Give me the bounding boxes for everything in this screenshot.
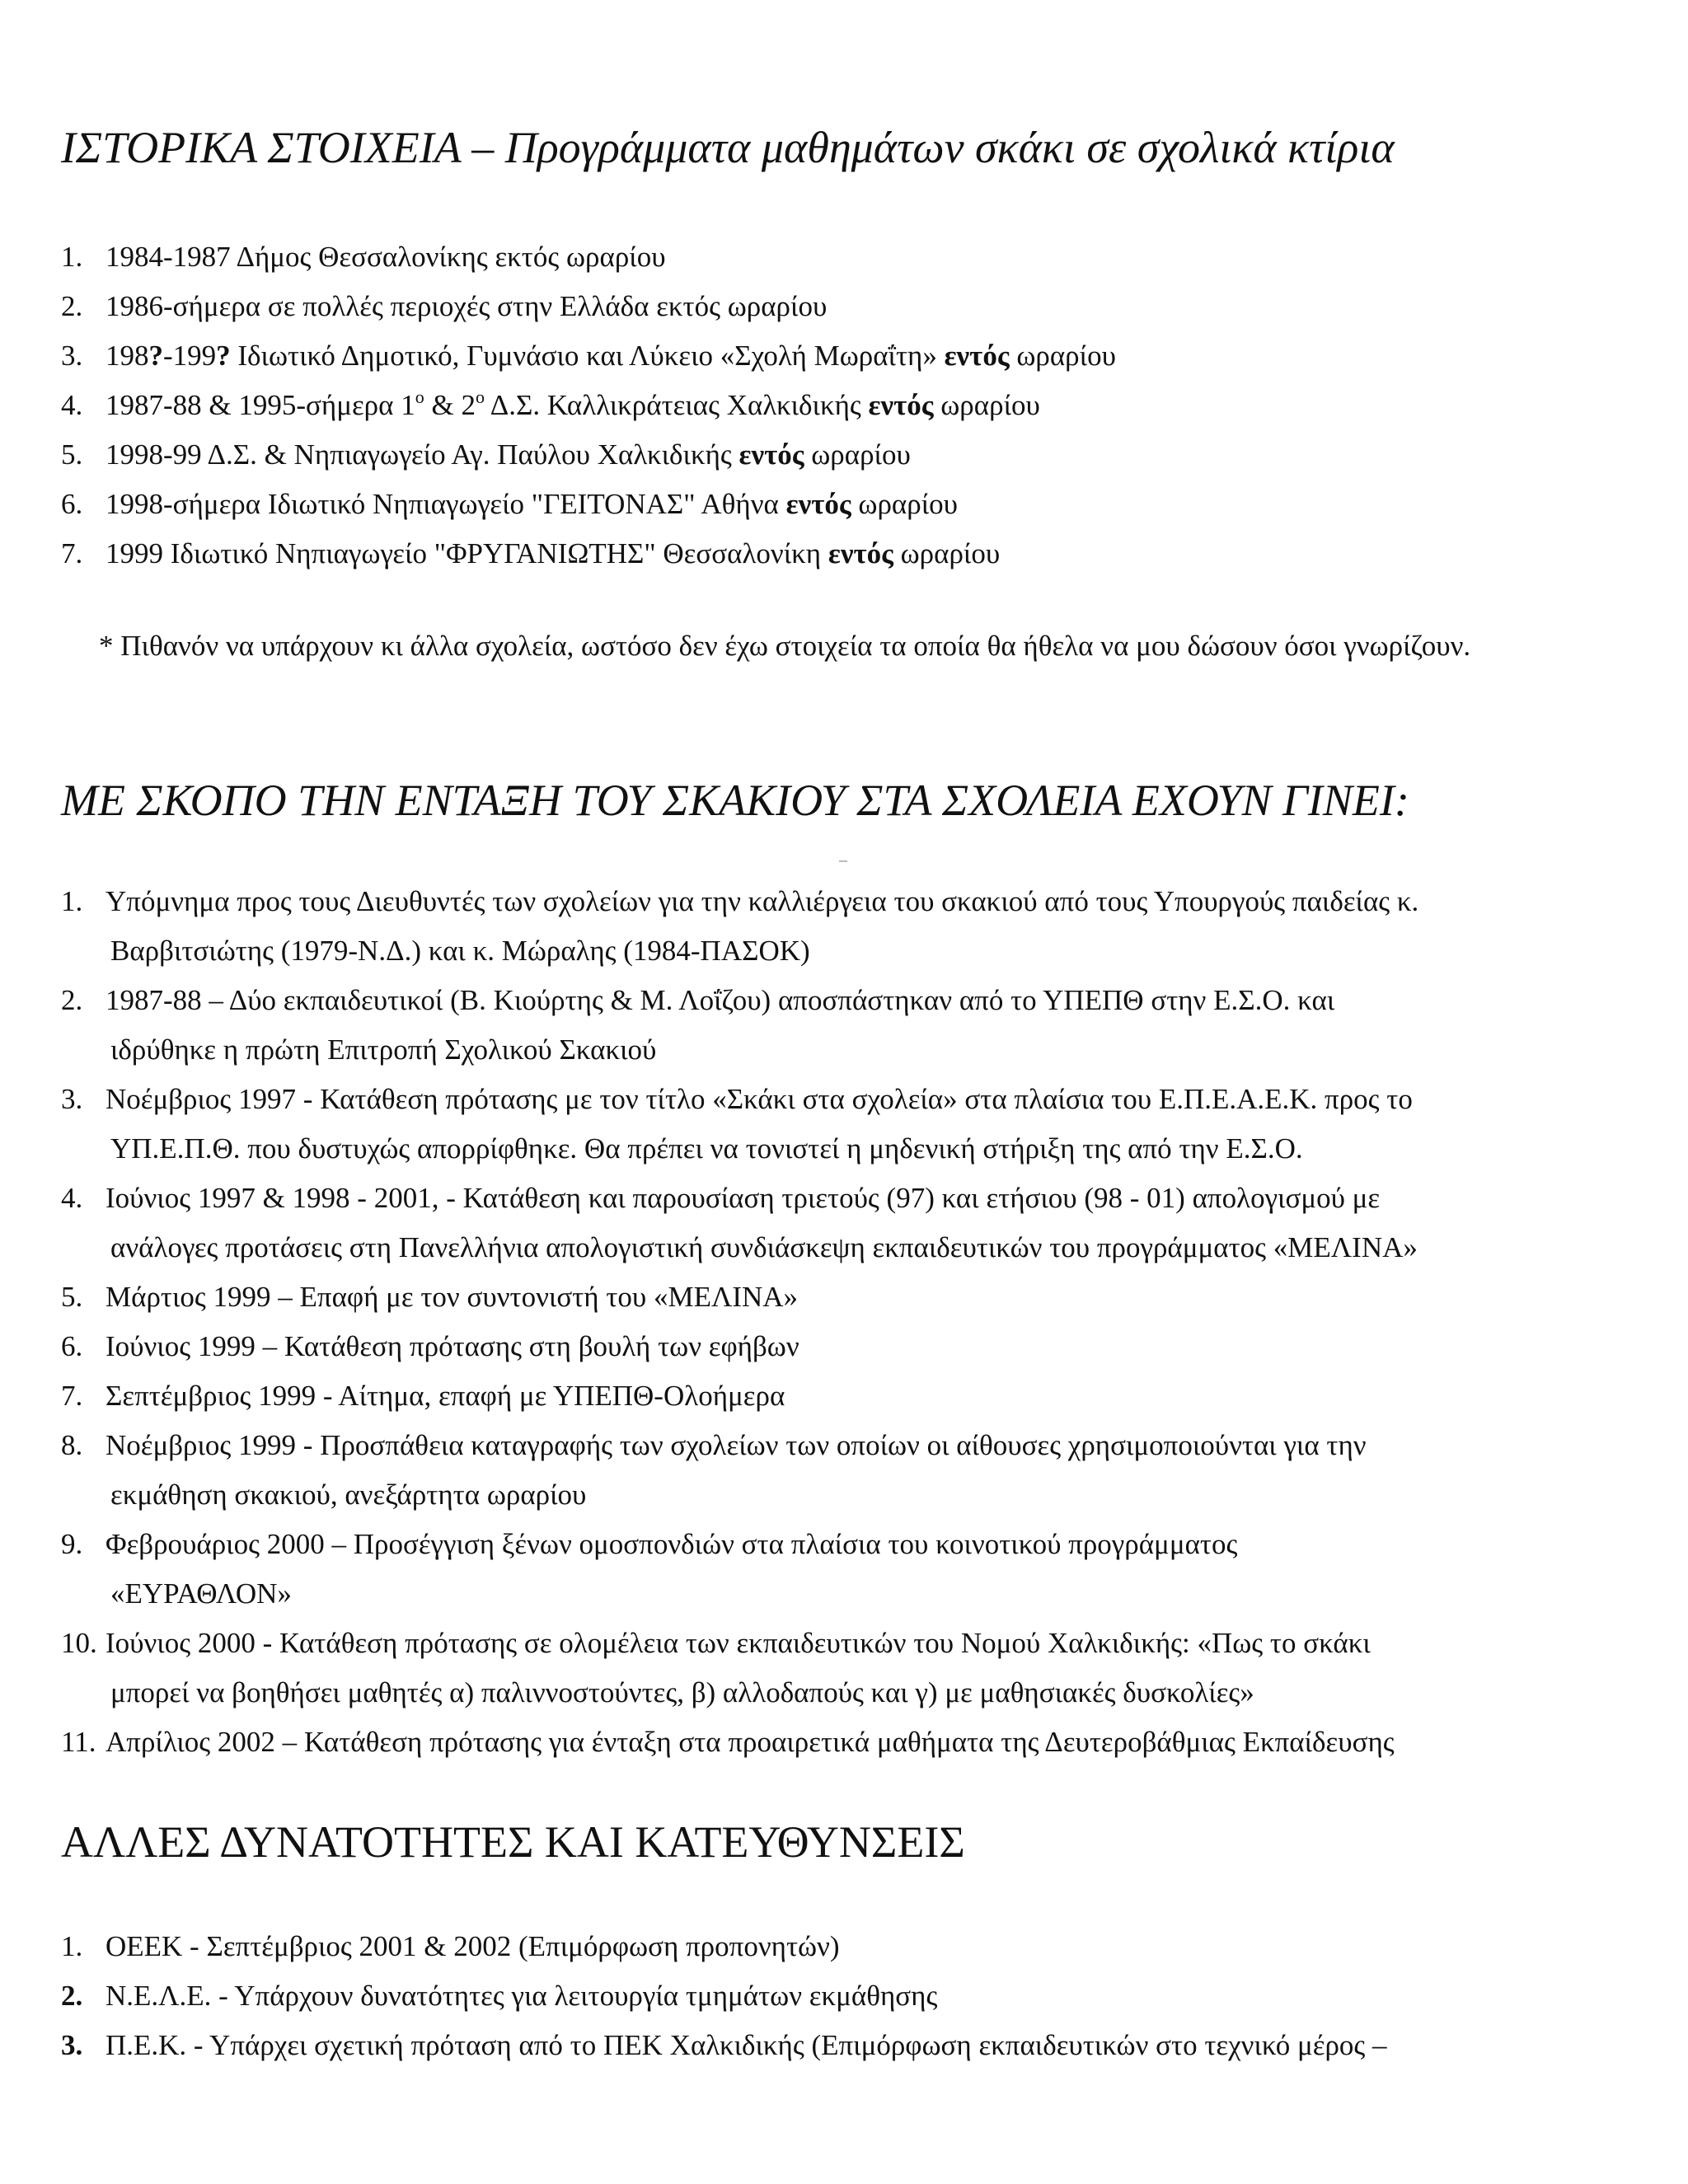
section1-list bbox=[61, 232, 1627, 579]
section2-list bbox=[61, 877, 1627, 1767]
section1-heading: ΙΣΤΟΡΙΚΑ ΣΤΟΙΧΕΙΑ – Προγράμματα μαθημάτων σκάκι σε σχολικά κτίρια bbox=[61, 123, 1395, 172]
list-item: 5. Μάρτιος 1999 – Επαφή με τον συντονιστή του «ΜΕΛΙΝΑ» bbox=[61, 1281, 799, 1313]
section3-list bbox=[61, 1922, 1627, 2070]
list-item: 6. Ιούνιος 1999 – Κατάθεση πρότασης στη βουλή των εφήβων bbox=[61, 1330, 799, 1362]
list-item: 3. 198?-199? Ιδιωτικό Δημοτικό, Γυμνάσιο και Λύκειο «Σχολή Μωραΐτη» εντός ωραρίου bbox=[61, 340, 1116, 372]
list-item: 5. 1998-99 Δ.Σ. & Νηπιαγωγείο Αγ. Παύλου Χαλκιδικής εντός ωραρίου bbox=[61, 438, 911, 471]
list-item: 7. 1999 Ιδιωτικό Νηπιαγωγείο "ΦΡΥΓΑΝΙΩΤΗΣ" Θεσσαλονίκη εντός ωραρίου bbox=[61, 537, 1001, 569]
section3-heading: ΑΛΛΕΣ ΔΥΝΑΤΟΤΗΤΕΣ ΚΑΙ ΚΑΤΕΥΘΥΝΣΕΙΣ bbox=[61, 1817, 965, 1867]
list-item: 2. 1986-σήμερα σε πολλές περιοχές στην Ελλάδα εκτός ωραρίου bbox=[61, 290, 828, 322]
list-item: 3. Νοέμβριος 1997 - Κατάθεση πρότασης με τον τίτλο «Σκάκι στα σχολεία» στα πλαίσια του Ε.Π.Ε.Α.Ε.Κ. προς το ΥΠ.Ε.Π.Θ. που δυστυχώς απορρίφθηκε. Θα πρέπει να τονιστεί η μηδενική στήριξη της από την Ε.Σ.Ο. bbox=[61, 1083, 1413, 1165]
scan-mark bbox=[839, 860, 847, 862]
list-item: 3. Π.Ε.Κ. - Υπάρχει σχετική πρόταση από το ΠΕΚ Χαλκιδικής (Επιμόρφωση εκπαιδευτικών στο τεχνικό μέρος – bbox=[61, 2029, 1387, 2061]
list-item: 7. Σεπτέμβριος 1999 - Αίτημα, επαφή με ΥΠΕΠΘ-Ολοήμερα bbox=[61, 1380, 785, 1412]
list-item: 1. Υπόμνημα προς τους Διευθυντές των σχολείων για την καλλιέργεια του σκακιού από τους Υπουργούς παιδείας κ. Βαρβιτσιώτης (1979-Ν.Δ.) και κ. Μώραλης (1984-ΠΑΣΟΚ) bbox=[61, 885, 1419, 967]
list-item: 4. 1987-88 & 1995-σήμερα $1^o$ & $2^o$ Δ.Σ. Καλλικράτειας Χαλκιδικής εντός ωραρίου bbox=[61, 387, 1040, 421]
list-item: 4. Ιούνιος 1997 & 1998 - 2001, - Κατάθεση και παρουσίαση τριετούς (97) και ετήσιου (98 - 01) απολογισμού με ανάλογες προτάσεις στη Πανελλήνια απολογιστική συνδιάσκεψη εκπαιδευτικών του προγράμματος «ΜΕΛΙΝΑ» bbox=[61, 1182, 1418, 1263]
list-item: 9. Φεβρουάριος 2000 – Προσέγγιση ξένων ομοσπονδιών στα πλαίσια του κοινοτικού προγράμματος «ΕΥΡΑΘΛΟΝ» bbox=[61, 1528, 1238, 1610]
footnote: * Πιθανόν να υπάρχουν κι άλλα σχολεία, ωστόσο δεν έχω στοιχεία τα οποία θα ήθελα να μου δώσουν όσοι γνωρίζουν. bbox=[99, 630, 1471, 662]
list-item: 1. 1984-1987 Δήμος Θεσσαλονίκης εκτός ωραρίου bbox=[61, 241, 666, 273]
list-item: 10. Ιούνιος 2000 - Κατάθεση πρότασης σε ολομέλεια των εκπαιδευτικών του Νομού Χαλκιδικής: «Πως το σκάκι μπορεί να βοηθήσει μαθητές α) παλιννοστούντες, β) αλλοδαπούς και γ) με μαθησιακές δυσκολίες» bbox=[61, 1627, 1371, 1708]
list-item: 6. 1998-σήμερα Ιδιωτικό Νηπιαγωγείο "ΓΕΙΤΟΝΑΣ" Αθήνα εντός ωραρίου bbox=[61, 488, 958, 520]
list-item: 8. Νοέμβριος 1999 - Προσπάθεια καταγραφής των σχολείων των οποίων οι αίθουσες χρησιμοποιούνται για την εκμάθηση σκακιού, ανεξάρτητα ωραρίου bbox=[61, 1429, 1367, 1511]
list-item: 2. 1987-88 – Δύο εκπαιδευτικοί (Β. Κιούρτης & Μ. Λοΐζου) αποσπάστηκαν από το ΥΠΕΠΘ στην Ε.Σ.Ο. και ιδρύθηκε η πρώτη Επιτροπή Σχολικού Σκακιού bbox=[61, 984, 1335, 1066]
section2-heading: ΜΕ ΣΚΟΠΟ ΤΗΝ ΕΝΤΑΞΗ ΤΟΥ ΣΚΑΚΙΟΥ ΣΤΑ ΣΧΟΛΕΙΑ ΕΧΟΥΝ ΓΙΝΕΙ: bbox=[61, 776, 1409, 825]
list-item: 2. Ν.Ε.Λ.Ε. - Υπάρχουν δυνατότητες για λειτουργία τμημάτων εκμάθησης bbox=[61, 1980, 938, 2012]
list-item: 1. ΟΕΕΚ - Σεπτέμβριος 2001 & 2002 (Επιμόρφωση προπονητών) bbox=[61, 1930, 840, 1962]
list-item: 11. Απρίλιος 2002 – Κατάθεση πρότασης για ένταξη στα προαιρετικά μαθήματα της Δευτεροβάθμιας Εκπαίδευσης bbox=[61, 1726, 1395, 1758]
